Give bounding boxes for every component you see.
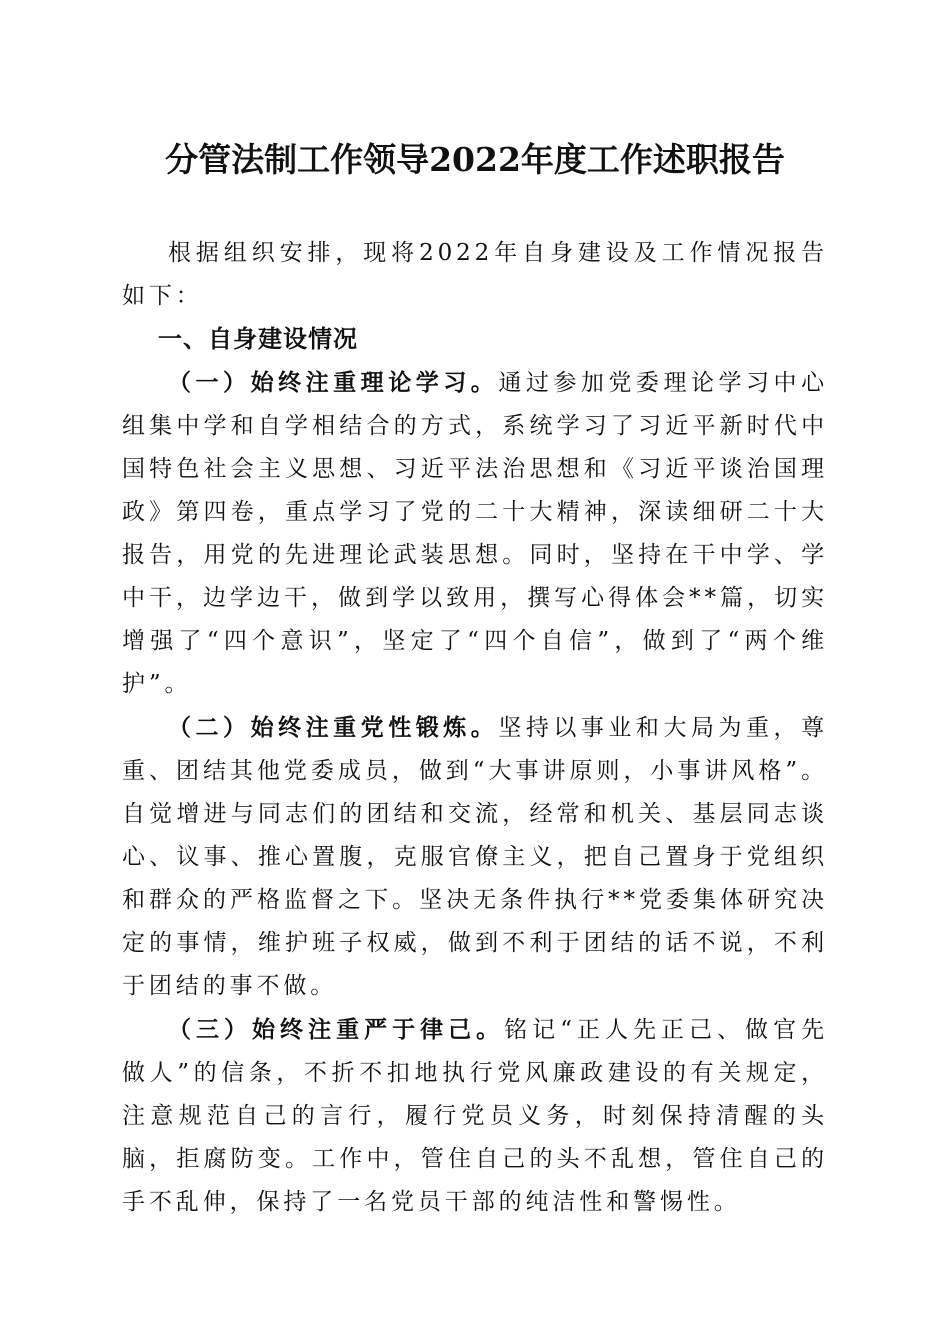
paragraph-text: 铭记“正人先正己、做官先做人”的信条，不折不扣地执行党风廉政建设的有关规定，注意规范自己的言行，履行党员义务，时刻保持清醒的头脑，拒腐防变。工作中，管住自己的头不乱想，管住自己的手不乱伸，保持了一名党员干部的纯洁性和警惕性。 [122,1017,828,1215]
intro-paragraph: 根据组织安排，现将2022年自身建设及工作情况报告如下： [122,240,828,309]
section-heading: 一、自身建设情况 [158,325,358,353]
paragraph-theory-study [122,361,828,706]
paragraph-party-discipline [122,706,828,1008]
paragraph-subheading: （一）始终注重理论学习。 [168,369,499,396]
document-body [122,232,828,1224]
paragraph-text: 坚持以事业和大局为重，尊重、团结其他党委成员，做到“大事讲原则，小事讲风格”。自觉增进与同志们的团结和交流，经常和机关、基层同志谈心、议事、推心置腹，克服官僚主义，把自己置身于党组织和群众的严格监督之下。坚决无条件执行**党委集体研究决定的事情，维护班子权威，做到不利于团结的话不说，不利于团结的事不做。 [122,715,828,999]
paragraph-subheading: （二）始终注重党性锻炼。 [168,714,499,741]
paragraph-subheading: （三）始终注重严于律己。 [168,1016,505,1043]
paragraph-self-discipline [122,1008,828,1224]
document-title: 分管法制工作领导2022年度工作述职报告 [165,140,785,179]
paragraph-text: 通过参加党委理论学习中心组集中学和自学相结合的方式，系统学习了习近平新时代中国特色社会主义思想、习近平法治思想和《习近平谈治国理政》第四卷，重点学习了党的二十大精神，深读细研二十大报告，用党的先进理论武装思想。同时，坚持在干中学、学中干，边学边干，做到学以致用，撰写心得体会**篇，切实增强了“四个意识”，坚定了“四个自信”，做到了“两个维护”。 [122,370,828,697]
